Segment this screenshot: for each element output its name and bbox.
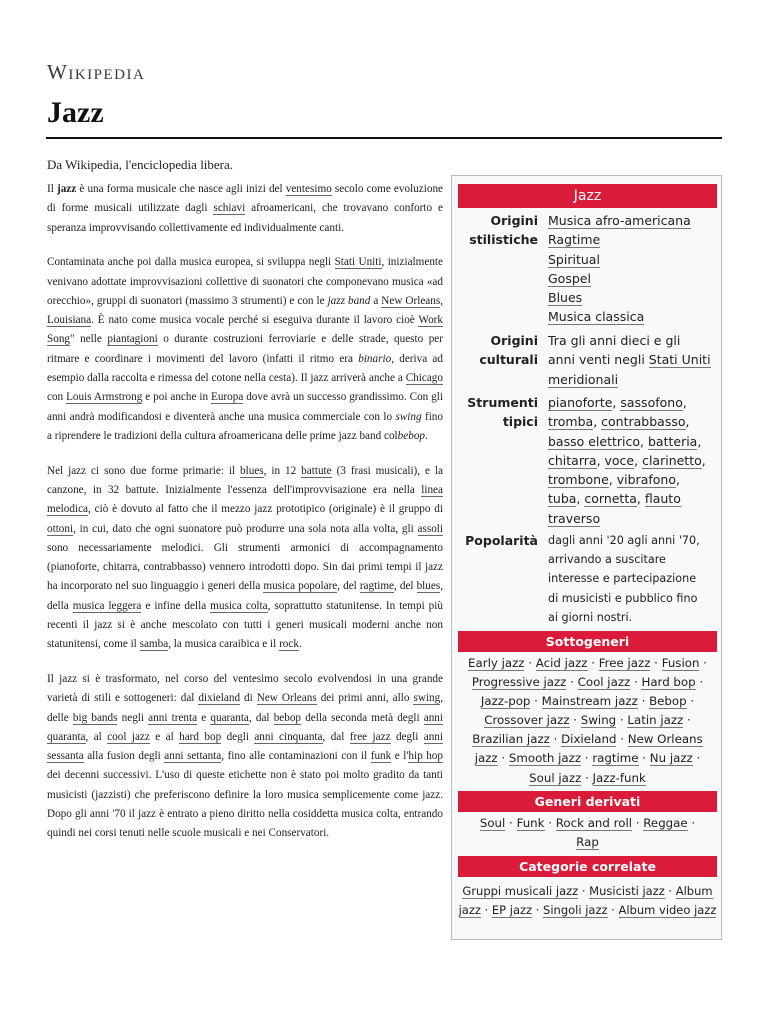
sep: · [687, 816, 696, 830]
label-origini-culturali [458, 331, 538, 369]
italic-term: binario [358, 352, 392, 365]
text: alla fusion degli [83, 750, 165, 763]
sep: · [578, 884, 590, 898]
label-line: stilistiche [469, 232, 538, 247]
link-flauto-traverso-2[interactable]: traverso [548, 510, 601, 526]
link-dixieland[interactable]: dixieland [198, 692, 241, 705]
link-hip-hop[interactable]: hip hop [408, 750, 443, 763]
text: , dal [248, 711, 274, 724]
sep: , [682, 395, 687, 410]
text: e l' [391, 750, 409, 763]
link-voce[interactable]: voce [604, 452, 635, 468]
text: degli [390, 730, 424, 743]
link-linea-melodica[interactable]: linea melodica [47, 483, 443, 516]
link-spiritual[interactable]: Spiritual [548, 251, 600, 267]
value-origini-culturali [548, 331, 718, 389]
sep: · [607, 903, 619, 918]
text: Nel jazz ci sono due forme primarie: il [47, 464, 241, 477]
link-swing[interactable]: Swing [580, 713, 617, 728]
text: , in cui, dato che ogni suonatore può produrre una sola nota alla volta, gli [73, 522, 418, 535]
link-musica-leggera[interactable]: musica leggera [72, 599, 142, 612]
link-tromba[interactable]: tromba [548, 414, 594, 430]
text: , deriva ad esempio dalla raccolta e rimessa del cotone nella cesta). Il jazz arriverà anche a [47, 352, 443, 385]
header-categorie-correlate: Categorie correlate [458, 856, 717, 877]
link-louisiana[interactable]: Louisiana [47, 314, 92, 327]
sep: · [581, 770, 593, 785]
text: , dal [322, 730, 350, 743]
sep: · [524, 656, 536, 670]
text: , soprattutto statunitense. In tempi più recenti il jazz si è anche mescolato con tutti i generi musicali moderni anche non statunitensi, come il [47, 599, 443, 651]
link-cool-jazz[interactable]: Cool jazz [577, 675, 631, 690]
sep: · [683, 713, 691, 728]
paragraph-1 [47, 180, 443, 238]
link-quaranta[interactable]: quaranta [210, 711, 249, 724]
link-anni-quaranta[interactable]: anni quaranta [47, 711, 443, 743]
link-jazz-pop[interactable]: Jazz-pop [480, 694, 531, 709]
sep: · [587, 656, 599, 670]
link-schiavi[interactable]: schiavi [213, 202, 246, 215]
link-ottoni[interactable]: ottoni [47, 522, 74, 535]
link-soul-jazz[interactable]: Soul jazz [529, 770, 582, 785]
link-rock-and-roll[interactable]: Rock and roll [555, 816, 633, 830]
link-pianoforte[interactable]: pianoforte [548, 395, 613, 410]
link-early-jazz[interactable]: Early jazz [468, 656, 525, 670]
paragraph-2 [47, 253, 443, 446]
link-free-jazz[interactable]: free jazz [349, 730, 391, 743]
sep: , [697, 433, 702, 449]
link-ragtime[interactable]: Ragtime [548, 232, 601, 248]
sep: , [612, 395, 621, 410]
text: dove avrà un successo grandissimo. Con gli anni andrà modificandosi e diventerà anche una musica commerciale con lo [47, 391, 443, 423]
header-generi-derivati: Generi derivati [458, 791, 717, 812]
sep: · [630, 675, 642, 690]
link-chitarra[interactable]: chitarra [548, 452, 597, 468]
text: è una forma musicale che nasce agli inizi del [76, 183, 286, 195]
link-gruppi-musicali-jazz[interactable]: Gruppi musicali jazz [462, 884, 579, 898]
text: e poi anche in [142, 391, 211, 404]
link-big-bands[interactable]: big bands [72, 711, 118, 724]
link-musica-popolare[interactable]: musica popolare [263, 580, 338, 593]
article-body [47, 180, 443, 859]
italic-term: swing [395, 410, 422, 423]
link-bebop[interactable]: bebop [273, 711, 302, 724]
sep: · [566, 675, 578, 690]
text: a [370, 294, 382, 307]
text: Tra gli anni dieci e gli [548, 333, 681, 348]
paragraph-4 [47, 670, 443, 844]
link-musicisti-jazz[interactable]: Musicisti jazz [589, 884, 665, 898]
link-ventesimo[interactable]: ventesimo [285, 183, 332, 195]
sep: · [581, 751, 593, 766]
link-anni-settanta[interactable]: anni settanta [164, 750, 222, 763]
link-crossover-jazz[interactable]: Crossover jazz [484, 713, 570, 728]
text: di musicisti e pubblico fino [548, 591, 698, 605]
label-line: culturali [479, 352, 538, 367]
link-album-jazz[interactable]: Album [675, 884, 713, 898]
sep: · [616, 732, 628, 747]
page-title: Jazz [47, 96, 104, 129]
sep: · [632, 816, 644, 830]
text: . È nato come musica vocale perché si eseguiva durante il lavoro cioè [91, 314, 419, 327]
text: degli [221, 730, 255, 743]
text: interesse e partecipazione [548, 572, 697, 586]
list-generi-derivati [458, 814, 717, 852]
link-funk[interactable]: Funk [516, 816, 545, 830]
sep: · [637, 694, 650, 709]
link-new-orleans-jazz[interactable]: New Orleans [627, 732, 703, 747]
link-ragtime[interactable]: ragtime [359, 580, 394, 593]
sep: · [544, 816, 556, 830]
text: , la musica caraibica e il [168, 638, 280, 651]
link-soul[interactable]: Soul [479, 816, 506, 830]
link-latin-jazz[interactable]: Latin jazz [627, 713, 684, 728]
label-line: Strumenti [467, 395, 538, 410]
list-categorie-correlate [458, 882, 717, 920]
link-blues[interactable]: Blues [548, 290, 583, 306]
text: fino a riprendere le tradizioni della cultura afroamericana delle prime jazz band col [47, 410, 443, 442]
text: dei decenni successivi. L'uso di queste etichette non è stato poi molto gradito da tanti musicisti (jazzisti) che preferiscono definire la loro musica semplicemente come jazz. Dopo gli anni '70 il jazz è entrato a pieno diritto nella cosiddetta musica colta, entrando quindi nei corsi tenuti nelle scuole musicali e nei Conservatori. [47, 769, 443, 840]
list-sottogeneri [458, 654, 717, 788]
link-louis-armstrong[interactable]: Louis Armstrong [66, 391, 143, 404]
link-anni-cinquanta[interactable]: anni cinquanta [254, 730, 323, 743]
link-blues-2[interactable]: blues [416, 580, 441, 593]
sep: · [699, 656, 707, 670]
text: dagli anni '20 agli anni '70, [548, 534, 700, 547]
sep: · [664, 884, 676, 898]
text: , ciò è dovuto al fatto che il mezzo jazz prototipico (originale) è il gruppo di [88, 503, 443, 516]
link-stati-uniti[interactable]: Stati Uniti [334, 256, 382, 269]
sep: , [596, 452, 605, 468]
sep: · [549, 732, 562, 747]
text: arrivando a suscitare [548, 553, 666, 567]
label-strumenti-tipici [458, 393, 538, 431]
link-smooth-jazz[interactable]: Smooth jazz [508, 751, 582, 766]
link-acid-jazz[interactable]: Acid jazz [535, 656, 588, 670]
header-sottogeneri: Sottogeneri [458, 631, 717, 652]
link-cornetta[interactable]: cornetta [584, 491, 637, 507]
link-europa[interactable]: Europa [210, 391, 244, 404]
text: , [440, 294, 443, 307]
link-new-orleans[interactable]: New Orleans [381, 294, 441, 307]
link-meridionali[interactable]: meridionali [548, 371, 619, 387]
link-dixieland[interactable]: Dixieland [561, 732, 617, 747]
link-piantagioni[interactable]: piantagioni [107, 333, 158, 346]
link-gospel[interactable]: Gospel [548, 270, 591, 286]
link-new-orleans-2[interactable]: New Orleans [256, 692, 317, 705]
text: con [47, 391, 67, 404]
sep: , [576, 491, 585, 507]
link-free-jazz[interactable]: Free jazz [598, 656, 651, 670]
text: , al [85, 730, 108, 743]
link-jazz-funk[interactable]: Jazz-funk [592, 770, 646, 785]
link-mainstream-jazz[interactable]: Mainstream jazz [541, 694, 638, 709]
link-hard-bop[interactable]: Hard bop [641, 675, 696, 690]
sep: · [695, 675, 704, 690]
link-blues[interactable]: blues [240, 464, 264, 477]
sep: , [593, 414, 602, 430]
sep: · [692, 751, 701, 766]
text: , del [394, 580, 417, 593]
text: Il [47, 183, 57, 195]
sep: , [701, 452, 706, 468]
text: e infine della [141, 599, 211, 612]
text: e [197, 711, 211, 724]
text: e al [149, 730, 180, 743]
label-line: Origini [490, 333, 538, 348]
title-divider [46, 137, 722, 139]
text: della seconda metà degli [301, 711, 424, 724]
link-rap[interactable]: Rap [576, 835, 599, 850]
sep: · [650, 656, 662, 670]
text: anni venti negli [548, 352, 649, 368]
sep: · [569, 713, 581, 728]
link-ragtime-2[interactable]: ragtime [592, 751, 639, 766]
value-strumenti-tipici [548, 393, 718, 528]
text: , in 12 [263, 464, 302, 477]
sep: , [608, 472, 617, 488]
sep: · [532, 903, 544, 918]
link-batteria[interactable]: batteria [647, 433, 698, 449]
link-anni-trenta[interactable]: anni trenta [148, 711, 198, 724]
sep: , [640, 433, 648, 449]
tagline: Da Wikipedia, l'enciclopedia libera. [47, 157, 234, 172]
text: (3 frasi musicali), e la canzone, in 32 battute. Inizialmente l'essenza dell'improvvisazione era nella [47, 464, 444, 496]
text: , della [47, 580, 443, 612]
link-hard-bop[interactable]: hard bop [179, 730, 222, 743]
link-album-video-jazz[interactable]: Album video jazz [618, 903, 717, 918]
link-musica-classica[interactable]: Musica classica [548, 309, 645, 325]
text: " nelle [70, 333, 108, 346]
text: Contaminata anche poi dalla musica europea, si sviluppa negli [47, 256, 335, 269]
link-clarinetto[interactable]: clarinetto [642, 452, 702, 468]
sep: , [636, 491, 645, 507]
sep: · [686, 694, 695, 709]
link-ep-jazz[interactable]: EP jazz [491, 903, 533, 918]
link-assoli[interactable]: assoli [417, 522, 443, 535]
link-bebop[interactable]: Bebop [649, 694, 687, 709]
text: afroamericani, che trovavano conforto e speranza improvvisando collettivamente ed individualmente canti. [47, 202, 444, 234]
sep: · [505, 816, 517, 830]
sep: · [480, 903, 492, 918]
bold-term: jazz [56, 183, 77, 195]
link-battute[interactable]: battute [301, 464, 332, 477]
text: ai giorni nostri. [548, 610, 633, 624]
label-line: tipici [502, 414, 538, 429]
text: . [425, 429, 428, 442]
link-sassofono[interactable]: sassofono [620, 395, 683, 410]
link-chicago[interactable]: Chicago [405, 372, 443, 385]
link-swing[interactable]: swing [413, 692, 441, 705]
label-popolarita: Popolarità [465, 533, 538, 548]
text: o durante costruzioni ferroviarie e delle strade, questo per ritmare e coordinare i movimenti del lavoro (infatti il ritmo era [47, 333, 444, 365]
infobox-title: Jazz [458, 184, 717, 208]
text: negli [117, 711, 149, 724]
link-samba[interactable]: samba [139, 638, 169, 651]
text: Il jazz si è trasformato, nel corso del ventesimo secolo evolvendosi in una grande varietà di stili e sottogeneri: dal [47, 673, 443, 705]
label-origini-stilistiche [458, 211, 538, 249]
value-origini-stilistiche [548, 211, 718, 327]
text: , fino alle contaminazioni con il [221, 750, 371, 763]
text: , inizialmente venivano adottate improvvisazioni collettive di suonatori che componevano musica «ad orecchio», gruppi di suonatori (massimo 3 strumenti) e con le [47, 256, 443, 307]
link-anni-sessanta[interactable]: anni sessanta [47, 730, 443, 763]
link-vibrafono[interactable]: vibrafono [616, 472, 676, 488]
link-progressive-jazz[interactable]: Progressive jazz [471, 675, 567, 690]
link-album-jazz-2[interactable]: jazz [458, 903, 481, 918]
link-rock[interactable]: rock [279, 638, 299, 651]
link-reggae[interactable]: Reggae [643, 816, 688, 830]
sep: , [685, 414, 690, 430]
link-contrabbasso[interactable]: contrabbasso [601, 414, 686, 430]
text: , delle [47, 692, 443, 724]
text: dei primi anni, allo [316, 692, 414, 705]
link-cool-jazz[interactable]: cool jazz [107, 730, 150, 743]
link-brazilian-jazz[interactable]: Brazilian jazz [472, 732, 550, 747]
italic-term: jazz band [327, 294, 371, 307]
label-line: Origini [490, 213, 538, 228]
sep: · [616, 713, 628, 728]
text: secolo come evoluzione di forme musicali utilizzate dagli [47, 183, 444, 215]
sep: · [638, 751, 650, 766]
paragraph-3 [47, 462, 443, 655]
link-nu-jazz[interactable]: Nu jazz [649, 751, 693, 766]
wikipedia-logo[interactable]: Wikipedia [47, 60, 146, 84]
link-musica-colta[interactable]: musica colta [210, 599, 268, 612]
link-trombone[interactable]: trombone [548, 472, 609, 488]
infobox [451, 175, 722, 940]
link-new-orleans-jazz-2[interactable]: jazz [474, 751, 498, 766]
sep: · [530, 694, 542, 709]
link-tuba[interactable]: tuba [548, 491, 577, 507]
link-basso-elettrico[interactable]: basso elettrico [548, 433, 641, 449]
link-funk[interactable]: funk [370, 750, 392, 763]
link-flauto-traverso[interactable]: flauto [644, 491, 681, 507]
sep: , [634, 452, 643, 468]
link-musica-afro-americana[interactable]: Musica afro-americana [548, 213, 691, 228]
sep: · [497, 751, 509, 766]
sep: , [675, 472, 680, 488]
text: sono necessariamente melodici. Gli strumenti armonici di accompagnamento (pianoforte, chitarra, contrabbasso) vennero introdotti dopo. Sin dai primi tempi il jazz ha incorporato nel suo linguaggio i generi della [47, 541, 443, 593]
italic-term: bebop [397, 429, 426, 442]
link-work-song[interactable]: Work Song [47, 314, 443, 346]
text: di [240, 692, 257, 705]
value-popolarita [548, 531, 718, 627]
link-singoli-jazz[interactable]: Singoli jazz [543, 903, 608, 918]
text: . [298, 638, 302, 651]
text: , del [337, 580, 360, 593]
link-stati-uniti[interactable]: Stati Uniti [648, 352, 711, 368]
link-fusion[interactable]: Fusion [661, 656, 700, 670]
